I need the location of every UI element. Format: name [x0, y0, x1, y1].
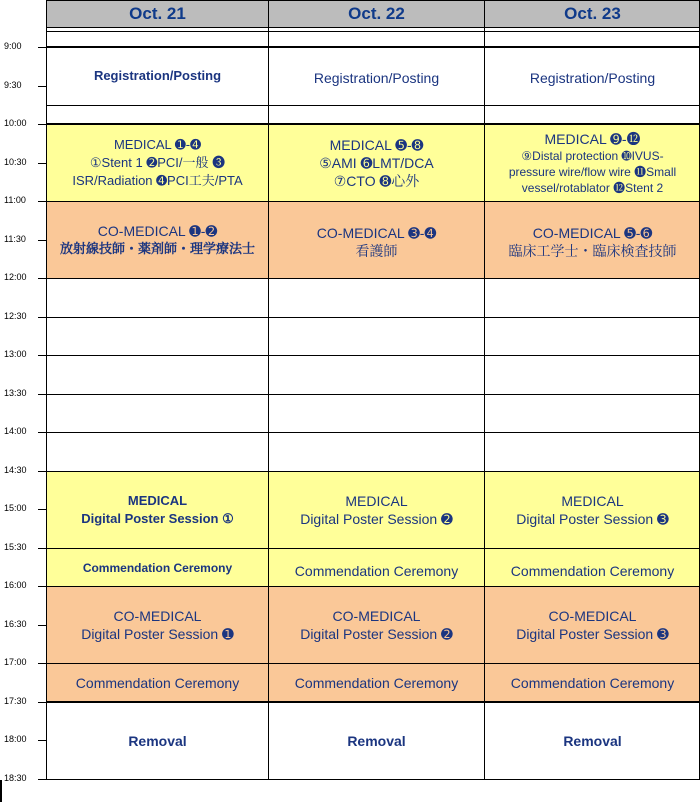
day-header-oct23: Oct. 23 [485, 0, 700, 27]
commendation-ceremony-cell [485, 664, 700, 701]
schedule-grid [47, 0, 700, 780]
time-tick [38, 86, 47, 87]
comedical-session-title: CO-MEDICAL ➎-➏ [532, 225, 653, 241]
medical-session-block [47, 125, 268, 201]
medical-session-block [485, 125, 700, 201]
comedical-poster-block [269, 587, 484, 663]
comedical-session-block [485, 202, 700, 278]
time-label-1100: 11:00 [4, 195, 26, 205]
comedical-session-target: 放射線技師・薬剤師・理学療法士 [59, 241, 255, 256]
grid-column-line [268, 0, 269, 780]
time-label-1230: 12:30 [4, 311, 27, 321]
grid-line [47, 663, 700, 664]
time-label-1800: 18:00 [4, 734, 27, 744]
page-edge-mark [0, 780, 2, 802]
comedical-session-block [269, 202, 484, 278]
grid-line [47, 701, 700, 703]
time-label-1330: 13:30 [4, 388, 27, 398]
time-tick [38, 278, 47, 279]
grid-line [47, 317, 700, 318]
time-label-1600: 16:00 [4, 580, 27, 590]
day-header-oct21: Oct. 21 [47, 0, 268, 27]
registration-cell [485, 48, 700, 104]
time-label-1530: 15:30 [4, 542, 27, 552]
grid-column-line [484, 0, 485, 780]
time-tick [38, 317, 47, 318]
medical-poster-block [47, 472, 268, 548]
commendation-ceremony-label: Commendation Ceremony [82, 560, 233, 575]
removal-label: Removal [347, 733, 406, 749]
grid-line [47, 46, 700, 48]
commendation-ceremony-label: Commendation Ceremony [294, 562, 459, 579]
medical-session-topics: ⑦CTO ➑心外 [333, 173, 420, 189]
time-tick [38, 124, 47, 125]
medical-poster-session: Digital Poster Session ➌ [516, 511, 669, 527]
time-label-1500: 15:00 [4, 503, 27, 513]
medical-poster-title: MEDICAL [127, 493, 188, 508]
time-tick [38, 355, 47, 356]
medical-poster-title: MEDICAL [345, 493, 408, 509]
time-label-1400: 14:00 [4, 426, 27, 436]
time-tick [38, 548, 47, 549]
grid-line [47, 548, 700, 549]
commendation-ceremony-cell [269, 549, 484, 586]
removal-label: Removal [563, 733, 622, 749]
time-label-1700: 17:00 [4, 657, 27, 667]
comedical-poster-block [485, 587, 700, 663]
grid-line [47, 201, 700, 202]
grid-line [47, 471, 700, 472]
time-tick [38, 663, 47, 664]
removal-cell [47, 704, 268, 778]
time-label-1830: 18:30 [4, 773, 27, 783]
comedical-poster-session: Digital Poster Session ➌ [516, 626, 669, 642]
comedical-poster-title: CO-MEDICAL [113, 608, 202, 624]
grid-line [47, 432, 700, 433]
time-label-0900: 9:00 [4, 41, 22, 51]
grid-line [47, 278, 700, 279]
time-label-0930: 9:30 [4, 80, 22, 90]
commendation-ceremony-cell [485, 549, 700, 586]
removal-cell [485, 704, 700, 778]
time-tick [38, 201, 47, 202]
time-tick [38, 509, 47, 510]
time-label-1000: 10:00 [4, 118, 27, 128]
day-header-oct22: Oct. 22 [269, 0, 484, 27]
medical-poster-block [269, 472, 484, 548]
grid-line [47, 27, 700, 28]
time-tick [38, 47, 47, 48]
comedical-poster-session: Digital Poster Session ➋ [300, 626, 453, 642]
medical-session-topics: ①Stent 1 ➋PCI/一般 ➌ [89, 155, 226, 170]
time-label-1030: 10:30 [4, 157, 27, 167]
time-label-1730: 17:30 [4, 696, 27, 706]
medical-session-title: MEDICAL ➊-➍ [113, 137, 202, 152]
time-label-1300: 13:00 [4, 349, 27, 359]
time-label-1200: 12:00 [4, 272, 27, 282]
time-tick [38, 586, 47, 587]
removal-cell [269, 704, 484, 778]
commendation-ceremony-label: Commendation Ceremony [294, 674, 459, 691]
time-tick [38, 432, 47, 433]
time-label-1430: 14:30 [4, 465, 27, 475]
medical-session-topics: pressure wire/flow wire ⓫Small [508, 165, 677, 179]
time-tick [38, 740, 47, 741]
comedical-session-title: CO-MEDICAL ➊-➋ [97, 223, 218, 239]
grid-line [47, 123, 700, 125]
medical-poster-session: Digital Poster Session ① [81, 511, 234, 526]
time-tick [38, 394, 47, 395]
grid-line [47, 394, 700, 395]
time-tick [38, 779, 47, 780]
comedical-session-target: 臨床工学士・臨床検査技師 [508, 243, 677, 259]
medical-poster-title: MEDICAL [561, 493, 624, 509]
registration-cell [269, 48, 484, 104]
registration-cell [47, 48, 268, 104]
comedical-session-block [47, 202, 268, 278]
medical-session-title: MEDICAL ➎-➑ [329, 137, 424, 153]
grid-line [47, 0, 700, 1]
commendation-ceremony-label: Commendation Ceremony [75, 674, 240, 691]
commendation-ceremony-cell [47, 549, 268, 586]
time-tick [38, 471, 47, 472]
medical-session-title: MEDICAL ➒-⓬ [544, 131, 641, 147]
medical-session-block [269, 125, 484, 201]
time-label-1630: 16:30 [4, 619, 27, 629]
grid-line [47, 31, 700, 32]
grid-line [47, 355, 700, 356]
grid-line [47, 105, 700, 106]
comedical-poster-title: CO-MEDICAL [332, 608, 421, 624]
medical-session-topics: vessel/rotablator ⓬Stent 2 [521, 181, 664, 195]
comedical-poster-block [47, 587, 268, 663]
comedical-poster-session: Digital Poster Session ➊ [81, 626, 234, 642]
medical-poster-block [485, 472, 700, 548]
registration-label: Registration/Posting [93, 68, 222, 83]
commendation-ceremony-label: Commendation Ceremony [510, 562, 675, 579]
registration-label: Registration/Posting [529, 70, 656, 86]
grid-line [47, 779, 700, 780]
medical-session-topics: ⑤AMI ➏LMT/DCA [319, 155, 434, 171]
medical-session-topics: ⑨Distal protection ➓IVUS- [521, 149, 664, 163]
commendation-ceremony-cell [47, 664, 268, 701]
time-tick [38, 240, 47, 241]
time-axis [0, 0, 47, 802]
registration-label: Registration/Posting [313, 70, 440, 86]
comedical-session-target: 看護師 [355, 243, 398, 259]
time-tick [38, 625, 47, 626]
removal-label: Removal [128, 733, 187, 749]
medical-session-topics: ISR/Radiation ➍PCI工夫/PTA [72, 173, 243, 188]
time-tick [38, 163, 47, 164]
medical-poster-session: Digital Poster Session ➋ [300, 511, 453, 527]
time-label-1130: 11:30 [4, 234, 26, 244]
commendation-ceremony-cell [269, 664, 484, 701]
commendation-ceremony-label: Commendation Ceremony [510, 674, 675, 691]
grid-line [47, 586, 700, 587]
comedical-poster-title: CO-MEDICAL [548, 608, 637, 624]
time-tick [38, 702, 47, 703]
comedical-session-title: CO-MEDICAL ➌-➍ [316, 225, 437, 241]
